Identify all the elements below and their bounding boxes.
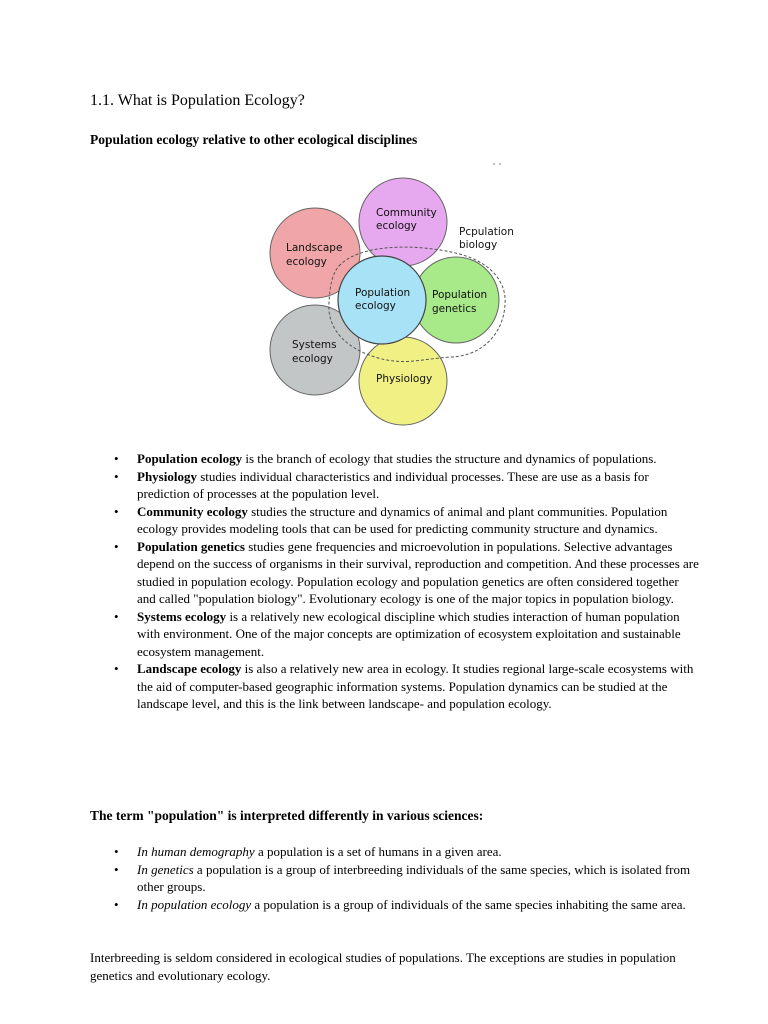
term: Systems ecology [137, 608, 227, 624]
description: studies the structure and dynamics of animal and plant communities. Population ecology provides modeling tools that can be used for predicting community structure and dynamics. [137, 503, 668, 536]
bullet: • [114, 503, 119, 519]
bullet: • [114, 844, 119, 859]
description: is also a relatively new area in ecology. It studies regional large-scale ecosystems with the aid of computer-based geographic information systems. Population dynamics can be studied at the landscape level, and this is the link between landscape- and population ecology. [137, 661, 694, 711]
description: studies individual characteristics and individual processes. These are use as a basis for prediction of processes at the population level. [137, 468, 649, 501]
list-item [90, 450, 700, 468]
landscape-ecology-label-2: ecology [286, 256, 327, 268]
list-item [90, 503, 700, 538]
bullet: • [114, 661, 119, 676]
description: a population is a set of humans in a given area. [254, 844, 502, 859]
list-item [90, 660, 700, 713]
population-biology-label-2: biology [459, 239, 498, 251]
term: In population ecology [137, 896, 252, 912]
list-item [90, 861, 700, 896]
description: is the branch of ecology that studies the structure and dynamics of populations. [242, 451, 657, 466]
term: Population genetics [137, 538, 245, 554]
bullet: • [114, 861, 119, 877]
list-item [90, 608, 700, 661]
interpretations-list [90, 843, 700, 913]
term: Landscape ecology [137, 661, 242, 676]
list-item [90, 538, 700, 608]
term: Physiology [137, 468, 197, 484]
term: Community ecology [137, 503, 248, 519]
bullet: • [114, 451, 119, 466]
population-genetics-label-1: Population [432, 289, 488, 301]
ecology-disciplines-diagram [255, 160, 530, 435]
landscape-ecology-label-1: Landscape [286, 242, 343, 254]
population-ecology-label-1: Population [355, 287, 411, 299]
term: In genetics [137, 861, 194, 877]
description: studies gene frequencies and microevolution in populations. Selective advantages depend on the success of organisms in their survival, reproduction and competition. And these processes are studied in population ecology. Population ecology and population genetics are often considered together and called "population biology". Evolutionary ecology is one of the major topics in population biology. [137, 538, 699, 606]
closing-paragraph: Interbreeding is seldom considered in ecological studies of populations. The exceptions are studies in population genetics and evolutionary ecology. [90, 950, 676, 983]
description: is a relatively new ecological discipline which studies interaction of human population with environment. One of the major concepts are optimization of ecosystem exploitation and sustainable ecosystem management. [137, 608, 681, 659]
page-title: 1.1. What is Population Ecology? [90, 92, 305, 109]
bullet: • [114, 896, 119, 912]
bullet: • [114, 608, 119, 624]
population-ecology-label-2: ecology [355, 300, 396, 312]
population-biology-label-1: Pcpulation [459, 226, 514, 238]
list-item [90, 468, 700, 503]
list-item [90, 843, 700, 861]
systems-ecology-label-1: Systems [292, 339, 337, 351]
bullet: • [114, 468, 119, 484]
description: a population is a group of interbreeding individuals of the same species, which is isolated from other groups. [137, 861, 691, 894]
term: Population ecology [137, 451, 243, 466]
disciplines-list [90, 450, 700, 713]
population-term-heading: The term "population" is interpreted differently in various sciences: [90, 808, 484, 823]
community-ecology-label-1: Community [376, 207, 437, 219]
term: In human demography [137, 844, 255, 859]
section-subtitle: Population ecology relative to other ecological disciplines [90, 132, 418, 147]
population-genetics-label-2: genetics [432, 303, 477, 315]
bullet: • [114, 538, 119, 554]
systems-ecology-label-2: ecology [292, 353, 333, 365]
description: a population is a group of individuals of the same species inhabiting the same area. [251, 896, 686, 912]
list-item [90, 896, 700, 914]
physiology-label: Physiology [376, 373, 433, 385]
community-ecology-label-2: ecology [376, 220, 417, 232]
